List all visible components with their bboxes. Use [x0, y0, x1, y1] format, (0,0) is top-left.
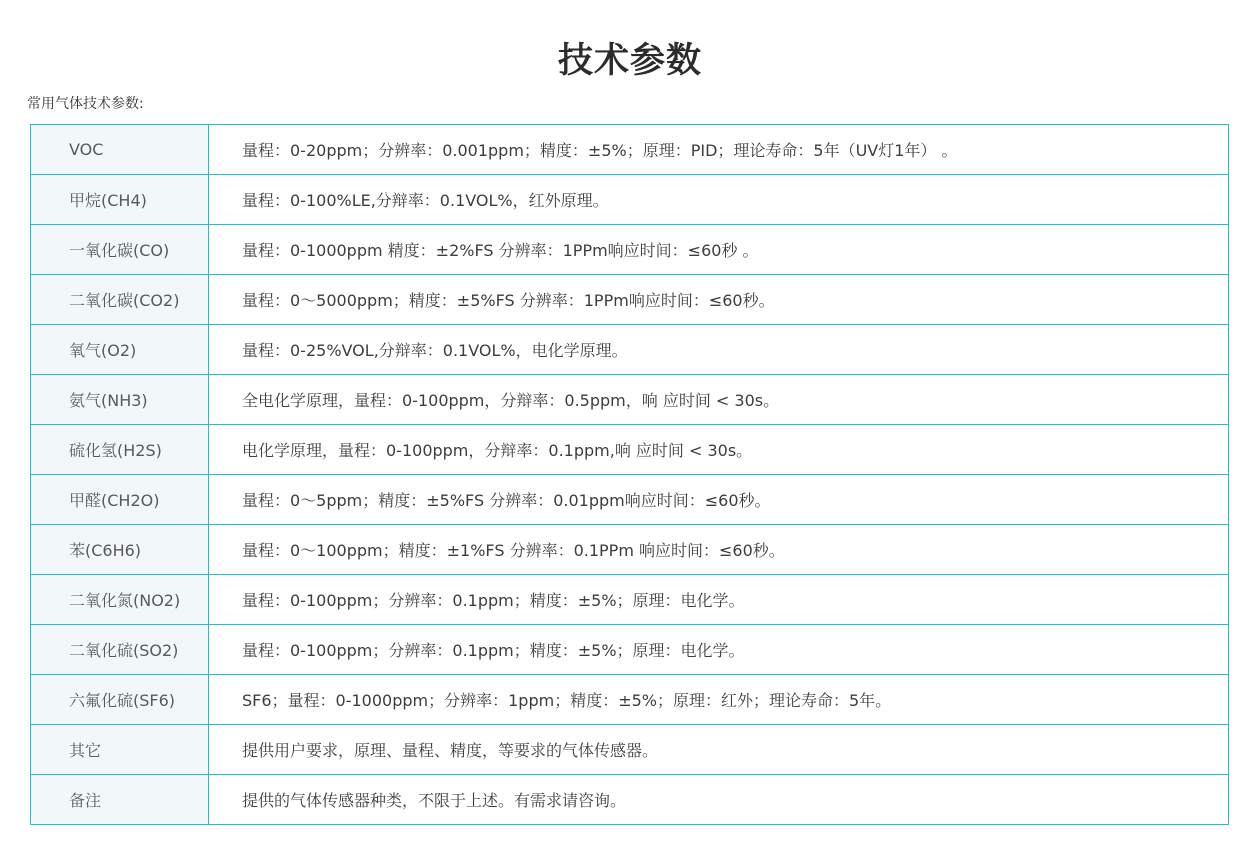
gas-spec-cell: 电化学原理，量程：0-100ppm，分辩率：0.1ppm,响 应时间 < 30s。 — [209, 425, 1229, 475]
gas-spec-cell: 提供用户要求，原理、量程、精度，等要求的气体传感器。 — [209, 725, 1229, 775]
gas-name-cell: 备注 — [31, 775, 209, 825]
gas-spec-cell: 全电化学原理，量程：0-100ppm，分辩率：0.5ppm，响 应时间 < 30s。 — [209, 375, 1229, 425]
gas-spec-cell: 量程：0～5ppm；精度：±5%FS 分辨率：0.01ppm响应时间：≤60秒。 — [209, 475, 1229, 525]
gas-name-cell: 甲醛(CH2O) — [31, 475, 209, 525]
table-row — [31, 675, 1229, 725]
table-row — [31, 475, 1229, 525]
gas-spec-cell: 量程：0-100ppm；分辨率：0.1ppm；精度：±5%；原理：电化学。 — [209, 625, 1229, 675]
gas-spec-cell: 量程：0-1000ppm 精度：±2%FS 分辨率：1PPm响应时间：≤60秒 。 — [209, 225, 1229, 275]
gas-name-cell: 六氟化硫(SF6) — [31, 675, 209, 725]
gas-spec-cell: 量程：0-100ppm；分辨率：0.1ppm；精度：±5%；原理：电化学。 — [209, 575, 1229, 625]
gas-name-cell: 二氧化氮(NO2) — [31, 575, 209, 625]
table-row — [31, 175, 1229, 225]
gas-spec-cell: 量程：0～5000ppm；精度：±5%FS 分辨率：1PPm响应时间：≤60秒。 — [209, 275, 1229, 325]
table-row — [31, 375, 1229, 425]
table-row — [31, 775, 1229, 825]
table-row — [31, 625, 1229, 675]
gas-spec-cell: SF6；量程：0-1000ppm；分辨率：1ppm；精度：±5%；原理：红外；理论寿命：5年。 — [209, 675, 1229, 725]
gas-name-cell: 一氧化碳(CO) — [31, 225, 209, 275]
gas-spec-cell: 量程：0-25%VOL,分辩率：0.1VOL%，电化学原理。 — [209, 325, 1229, 375]
gas-name-cell: 甲烷(CH4) — [31, 175, 209, 225]
gas-name-cell: 二氧化硫(SO2) — [31, 625, 209, 675]
table-row — [31, 525, 1229, 575]
gas-spec-cell: 提供的气体传感器种类，不限于上述。有需求请咨询。 — [209, 775, 1229, 825]
gas-spec-cell: 量程：0-20ppm；分辨率：0.001ppm；精度：±5%；原理：PID；理论寿命：5年（UV灯1年） 。 — [209, 125, 1229, 175]
table-row — [31, 125, 1229, 175]
gas-spec-cell: 量程：0～100ppm；精度：±1%FS 分辨率：0.1PPm 响应时间：≤60秒。 — [209, 525, 1229, 575]
gas-name-cell: 氨气(NH3) — [31, 375, 209, 425]
gas-name-cell: 氧气(O2) — [31, 325, 209, 375]
gas-spec-table-body — [31, 125, 1229, 825]
gas-name-cell: VOC — [31, 125, 209, 175]
table-caption: 常用气体技术参数: — [27, 96, 144, 112]
page-title: 技术参数 — [557, 41, 702, 81]
table-row — [31, 225, 1229, 275]
gas-spec-table — [30, 124, 1229, 825]
gas-name-cell: 硫化氢(H2S) — [31, 425, 209, 475]
table-row — [31, 725, 1229, 775]
gas-name-cell: 其它 — [31, 725, 209, 775]
table-row — [31, 275, 1229, 325]
gas-name-cell: 二氧化碳(CO2) — [31, 275, 209, 325]
table-row — [31, 425, 1229, 475]
table-row — [31, 325, 1229, 375]
table-row — [31, 575, 1229, 625]
gas-name-cell: 苯(C6H6) — [31, 525, 209, 575]
gas-spec-cell: 量程：0-100%LE,分辩率：0.1VOL%，红外原理。 — [209, 175, 1229, 225]
